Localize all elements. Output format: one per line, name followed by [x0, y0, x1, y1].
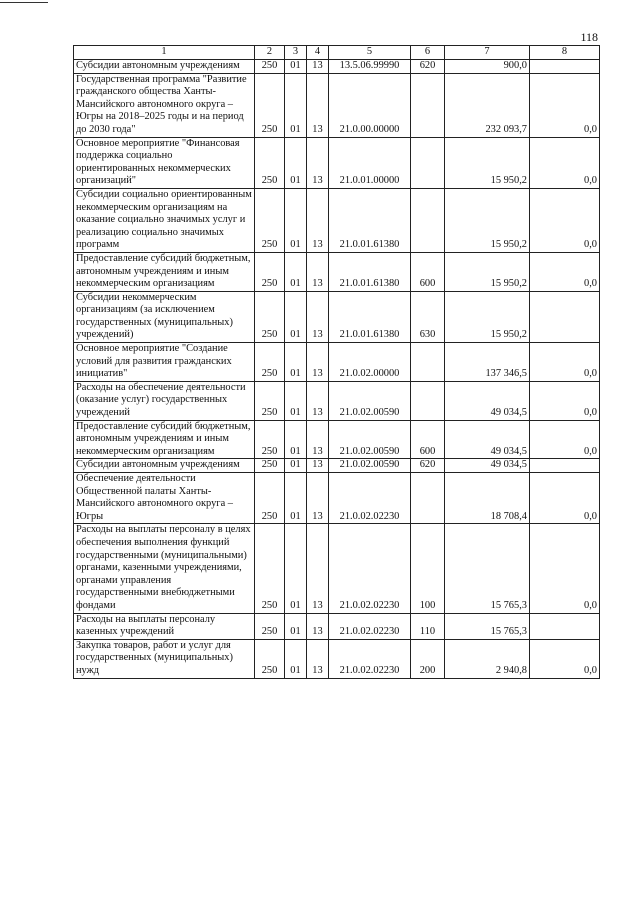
amount-cell: 232 093,7	[445, 73, 530, 137]
expense-type-cell	[411, 381, 445, 420]
code-4-cell: 13	[307, 613, 329, 639]
code-2-cell: 250	[255, 524, 285, 613]
item-name-cell: Субсидии социально ориентированным некоммерческим организациям на оказание социально значимых услуг и реализацию социально значимых программ	[74, 188, 255, 252]
code-3-cell: 01	[285, 60, 307, 74]
amount-col-8-cell	[530, 60, 600, 74]
amount-col-8-cell: 0,0	[530, 73, 600, 137]
target-code-cell: 21.0.02.00590	[329, 420, 411, 459]
col-header: 8	[530, 46, 600, 60]
expense-type-cell	[411, 137, 445, 188]
expense-type-cell: 200	[411, 639, 445, 678]
code-3-cell: 01	[285, 343, 307, 382]
item-name-cell: Расходы на выплаты персоналу в целях обеспечения выполнения функций государственными (муниципальными) органами, казенными учреждениями, органами управления государственными внебюджетными фондами	[74, 524, 255, 613]
header-row	[74, 46, 600, 60]
amount-cell: 900,0	[445, 60, 530, 74]
amount-cell: 15 950,2	[445, 252, 530, 291]
code-2-cell: 250	[255, 291, 285, 342]
item-name-cell: Предоставление субсидий бюджетным, автономным учреждениям и иным некоммерческим организациям	[74, 420, 255, 459]
code-4-cell: 13	[307, 60, 329, 74]
target-code-cell: 21.0.02.00590	[329, 459, 411, 473]
budget-table	[73, 45, 600, 679]
item-name-cell: Субсидии некоммерческим организациям (за исключением государственных (муниципальных) учреждений)	[74, 291, 255, 342]
code-2-cell: 250	[255, 381, 285, 420]
code-4-cell: 13	[307, 252, 329, 291]
code-2-cell: 250	[255, 343, 285, 382]
amount-col-8-cell: 0,0	[530, 188, 600, 252]
table-row	[74, 459, 600, 473]
page-number: 118	[580, 30, 598, 44]
target-code-cell: 21.0.02.02230	[329, 639, 411, 678]
amount-cell: 49 034,5	[445, 459, 530, 473]
amount-cell: 15 765,3	[445, 613, 530, 639]
table-row	[74, 252, 600, 291]
code-2-cell: 250	[255, 473, 285, 524]
code-2-cell: 250	[255, 73, 285, 137]
code-4-cell: 13	[307, 188, 329, 252]
code-2-cell: 250	[255, 639, 285, 678]
item-name-cell: Расходы на обеспечение деятельности (оказание услуг) государственных учреждений	[74, 381, 255, 420]
item-name-cell: Основное мероприятие "Финансовая поддержка социально ориентированных некоммерческих организаций"	[74, 137, 255, 188]
code-4-cell: 13	[307, 137, 329, 188]
item-name-cell: Субсидии автономным учреждениям	[74, 60, 255, 74]
code-3-cell: 01	[285, 473, 307, 524]
amount-cell: 137 346,5	[445, 343, 530, 382]
target-code-cell: 21.0.00.00000	[329, 73, 411, 137]
amount-cell: 2 940,8	[445, 639, 530, 678]
amount-cell: 15 950,2	[445, 291, 530, 342]
table-row	[74, 381, 600, 420]
amount-col-8-cell: 0,0	[530, 252, 600, 291]
code-3-cell: 01	[285, 420, 307, 459]
code-2-cell: 250	[255, 459, 285, 473]
code-3-cell: 01	[285, 524, 307, 613]
table-row	[74, 524, 600, 613]
top-rule	[0, 2, 48, 3]
target-code-cell: 21.0.01.00000	[329, 137, 411, 188]
code-4-cell: 13	[307, 524, 329, 613]
col-header: 2	[255, 46, 285, 60]
amount-col-8-cell: 0,0	[530, 381, 600, 420]
code-4-cell: 13	[307, 473, 329, 524]
code-4-cell: 13	[307, 459, 329, 473]
code-4-cell: 13	[307, 343, 329, 382]
target-code-cell: 21.0.01.61380	[329, 291, 411, 342]
expense-type-cell: 630	[411, 291, 445, 342]
expense-type-cell	[411, 473, 445, 524]
item-name-cell: Основное мероприятие "Создание условий для развития гражданских инициатив"	[74, 343, 255, 382]
amount-col-8-cell	[530, 291, 600, 342]
item-name-cell: Государственная программа "Развитие гражданского общества Ханты-Мансийского автономного округа – Югры на 2018–2025 годы и на период до 2030 года"	[74, 73, 255, 137]
expense-type-cell	[411, 73, 445, 137]
amount-col-8-cell	[530, 459, 600, 473]
item-name-cell: Расходы на выплаты персоналу казенных учреждений	[74, 613, 255, 639]
target-code-cell: 21.0.02.02230	[329, 524, 411, 613]
table-row	[74, 188, 600, 252]
code-3-cell: 01	[285, 291, 307, 342]
code-3-cell: 01	[285, 613, 307, 639]
table-row	[74, 613, 600, 639]
table-row	[74, 420, 600, 459]
amount-col-8-cell: 0,0	[530, 137, 600, 188]
code-4-cell: 13	[307, 639, 329, 678]
col-header: 6	[411, 46, 445, 60]
target-code-cell: 21.0.01.61380	[329, 252, 411, 291]
amount-cell: 18 708,4	[445, 473, 530, 524]
code-3-cell: 01	[285, 137, 307, 188]
expense-type-cell	[411, 343, 445, 382]
amount-cell: 15 950,2	[445, 137, 530, 188]
amount-col-8-cell: 0,0	[530, 420, 600, 459]
col-header: 1	[74, 46, 255, 60]
target-code-cell: 21.0.02.00000	[329, 343, 411, 382]
col-header: 4	[307, 46, 329, 60]
expense-type-cell: 600	[411, 252, 445, 291]
item-name-cell: Закупка товаров, работ и услуг для государственных (муниципальных) нужд	[74, 639, 255, 678]
table-row	[74, 73, 600, 137]
amount-cell: 15 950,2	[445, 188, 530, 252]
code-2-cell: 250	[255, 252, 285, 291]
col-header: 3	[285, 46, 307, 60]
item-name-cell: Обеспечение деятельности Общественной палаты Ханты-Мансийского автономного округа – Югры	[74, 473, 255, 524]
code-4-cell: 13	[307, 291, 329, 342]
target-code-cell: 21.0.02.02230	[329, 613, 411, 639]
col-header: 5	[329, 46, 411, 60]
code-4-cell: 13	[307, 420, 329, 459]
table-row	[74, 639, 600, 678]
target-code-cell: 21.0.02.00590	[329, 381, 411, 420]
code-2-cell: 250	[255, 60, 285, 74]
expense-type-cell: 600	[411, 420, 445, 459]
code-3-cell: 01	[285, 459, 307, 473]
table-row	[74, 473, 600, 524]
amount-col-8-cell: 0,0	[530, 639, 600, 678]
amount-col-8-cell	[530, 613, 600, 639]
col-header: 7	[445, 46, 530, 60]
code-3-cell: 01	[285, 639, 307, 678]
expense-type-cell: 620	[411, 459, 445, 473]
amount-col-8-cell: 0,0	[530, 473, 600, 524]
code-3-cell: 01	[285, 188, 307, 252]
expense-type-cell: 110	[411, 613, 445, 639]
code-2-cell: 250	[255, 188, 285, 252]
code-2-cell: 250	[255, 613, 285, 639]
expense-type-cell	[411, 188, 445, 252]
table-row	[74, 291, 600, 342]
target-code-cell: 21.0.02.02230	[329, 473, 411, 524]
target-code-cell: 13.5.06.99990	[329, 60, 411, 74]
table-row	[74, 60, 600, 74]
amount-cell: 49 034,5	[445, 381, 530, 420]
amount-cell: 15 765,3	[445, 524, 530, 613]
item-name-cell: Предоставление субсидий бюджетным, автономным учреждениям и иным некоммерческим организациям	[74, 252, 255, 291]
amount-cell: 49 034,5	[445, 420, 530, 459]
code-3-cell: 01	[285, 73, 307, 137]
item-name-cell: Субсидии автономным учреждениям	[74, 459, 255, 473]
amount-col-8-cell: 0,0	[530, 524, 600, 613]
code-2-cell: 250	[255, 137, 285, 188]
table-row	[74, 343, 600, 382]
expense-type-cell: 620	[411, 60, 445, 74]
target-code-cell: 21.0.01.61380	[329, 188, 411, 252]
code-4-cell: 13	[307, 73, 329, 137]
code-4-cell: 13	[307, 381, 329, 420]
code-2-cell: 250	[255, 420, 285, 459]
code-3-cell: 01	[285, 252, 307, 291]
table-row	[74, 137, 600, 188]
amount-col-8-cell: 0,0	[530, 343, 600, 382]
expense-type-cell: 100	[411, 524, 445, 613]
code-3-cell: 01	[285, 381, 307, 420]
